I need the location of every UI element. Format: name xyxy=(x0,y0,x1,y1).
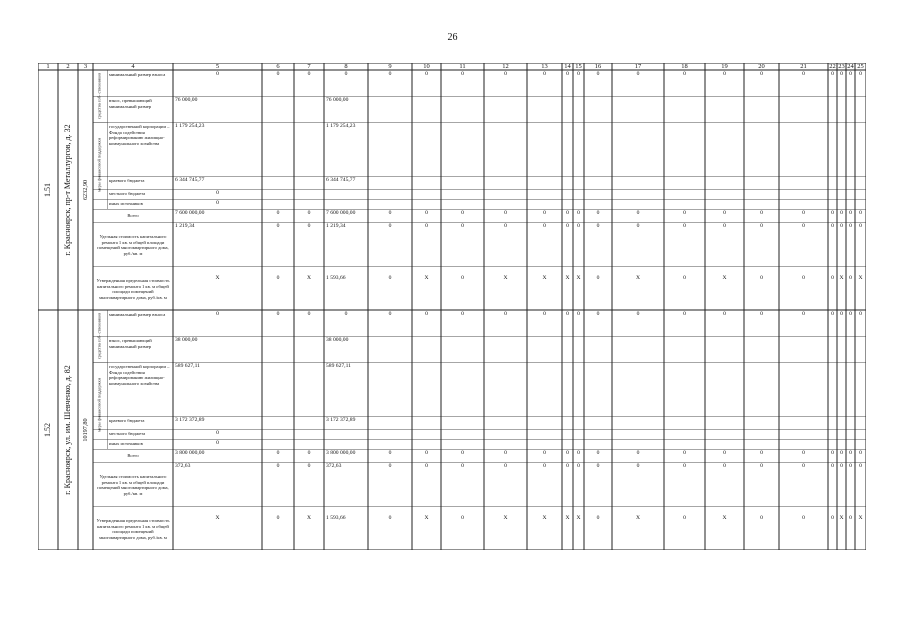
cell-value: 0 xyxy=(216,190,219,196)
cell-value: 0 xyxy=(723,450,726,456)
cell-value: 0 xyxy=(388,450,392,456)
page-number: 26 xyxy=(447,32,458,43)
cell-value: 7 600 000,00 xyxy=(326,210,356,216)
row-label-fund: государственной корпорации – Фонда содействия реформированию жилищно-коммунального хозяйства xyxy=(109,364,170,386)
row-label-local: местного бюджета xyxy=(109,191,146,196)
cell-value: 0 xyxy=(388,463,392,469)
cell-value: 0 xyxy=(504,71,507,77)
cell-value: 0 xyxy=(216,440,219,446)
cell-value: 0 xyxy=(566,210,569,216)
row-label-owners-min: минимальный размер взноса xyxy=(109,72,166,77)
support-group-label: меры финансовой поддержки xyxy=(96,137,102,193)
cell-value: 0 xyxy=(683,71,686,77)
cell-value: 0 xyxy=(636,450,640,456)
cell-value: X xyxy=(542,275,547,281)
cell-value: 0 xyxy=(461,463,464,469)
cell-value: 0 xyxy=(840,450,843,456)
cell-value: X xyxy=(424,515,429,521)
column-number: 16 xyxy=(594,62,602,70)
cell-value: 0 xyxy=(543,450,546,456)
cell-value: 0 xyxy=(802,223,805,229)
cell-value: 0 xyxy=(543,71,546,77)
cell-value: X xyxy=(576,275,581,281)
cell-value: 0 xyxy=(543,311,546,317)
cell-value: 0 xyxy=(849,210,852,216)
cell-value: 0 xyxy=(276,210,280,216)
column-number: 10 xyxy=(423,62,430,70)
cell-value: X xyxy=(306,275,312,281)
cell-value: 0 xyxy=(859,223,862,229)
cell-value: 0 xyxy=(425,311,428,317)
column-number: 19 xyxy=(721,62,728,70)
column-number: 14 xyxy=(564,62,571,70)
cell-value: 0 xyxy=(276,223,280,229)
cell-value: X xyxy=(722,275,727,281)
cell-value: 0 xyxy=(802,450,805,456)
cell-value: 0 xyxy=(425,210,428,216)
cell-value: 0 xyxy=(504,311,507,317)
row-label-other: иных источников xyxy=(109,441,143,446)
cell-value: 0 xyxy=(577,71,580,77)
support-group-label: меры финансовой поддержки xyxy=(96,377,102,433)
cell-value: 0 xyxy=(577,210,580,216)
cell-value: 0 xyxy=(636,463,640,469)
cell-value: 0 xyxy=(723,71,726,77)
column-number: 17 xyxy=(634,62,642,70)
cell-value: 0 xyxy=(276,515,280,521)
column-number: 20 xyxy=(758,62,765,70)
cell-value: 0 xyxy=(461,210,464,216)
cell-value: X xyxy=(565,515,570,521)
row-label-regional: краевого бюджета xyxy=(109,418,145,423)
cell-value: 0 xyxy=(566,311,569,317)
column-number: 11 xyxy=(459,62,466,70)
cell-value: 0 xyxy=(760,463,763,469)
cell-value: 0 xyxy=(425,463,428,469)
cell-value: 0 xyxy=(425,450,428,456)
cell-value: 0 xyxy=(276,71,280,77)
cell-value: 1 219,34 xyxy=(326,223,346,229)
cell-value: 0 xyxy=(859,210,862,216)
row-label-limit-cost: Утвержденная предельная стоимость капитального ремонта 1 кв. м общей площади помещений многоквартирного дома, руб./кв. м xyxy=(96,518,170,540)
cell-value: 0 xyxy=(859,71,862,77)
column-number: 6 xyxy=(276,62,280,70)
budget-table xyxy=(38,63,866,550)
column-number: 12 xyxy=(502,62,509,70)
cell-value: 0 xyxy=(216,71,219,77)
cell-value: 0 xyxy=(461,223,464,229)
cell-value: 0 xyxy=(636,223,640,229)
cell-value: 0 xyxy=(802,71,805,77)
cell-value: 0 xyxy=(276,450,280,456)
cell-value: 0 xyxy=(307,463,311,469)
cell-value: 0 xyxy=(276,311,280,317)
cell-value: 0 xyxy=(831,515,834,521)
cell-value: 0 xyxy=(307,71,311,77)
column-number: 18 xyxy=(681,62,688,70)
cell-value: 7 600 000,00 xyxy=(175,210,205,216)
column-number: 13 xyxy=(541,62,548,70)
cell-value: 0 xyxy=(425,223,428,229)
row-label-owners-min: минимальный размер взноса xyxy=(109,312,166,317)
cell-value: 1 179 254,23 xyxy=(175,123,205,129)
cell-value: 372,63 xyxy=(326,463,342,469)
cell-value: X xyxy=(576,515,581,521)
cell-value: 76 000,00 xyxy=(326,97,349,103)
cell-value: 0 xyxy=(596,450,600,456)
row-label-total: Всего xyxy=(127,213,139,218)
cell-value: 0 xyxy=(596,463,600,469)
cell-value: 0 xyxy=(388,311,392,317)
cell-value: 0 xyxy=(859,311,862,317)
cell-value: 0 xyxy=(596,223,600,229)
column-number: 21 xyxy=(800,62,807,70)
cell-value: 0 xyxy=(760,311,763,317)
cell-value: 0 xyxy=(566,223,569,229)
cell-value: 0 xyxy=(831,311,834,317)
cell-value: 0 xyxy=(216,430,219,436)
cell-value: 0 xyxy=(760,210,763,216)
cell-value: 0 xyxy=(577,311,580,317)
cell-value: 38 000,00 xyxy=(326,337,349,343)
cell-value: 0 xyxy=(461,311,464,317)
cell-value: 0 xyxy=(566,463,569,469)
cell-value: 0 xyxy=(849,515,852,521)
row-label-unit-cost: Удельная стоимость капитального ремонта 1 кв. м общей площади помещений многоквартирного дома, руб./кв. м xyxy=(97,234,169,256)
column-number: 23 xyxy=(838,62,845,70)
cell-value: 0 xyxy=(636,71,640,77)
cell-value: 0 xyxy=(543,463,546,469)
cell-value: 0 xyxy=(276,275,280,281)
column-number: 7 xyxy=(307,62,311,70)
cell-value: 0 xyxy=(760,71,763,77)
cell-value: 0 xyxy=(760,450,763,456)
cell-value: 372,63 xyxy=(175,463,191,469)
cell-value: 0 xyxy=(344,311,348,317)
row-label-local: местного бюджета xyxy=(109,431,146,436)
cell-value: 6 344 745,77 xyxy=(326,177,356,183)
cell-value: 0 xyxy=(504,450,507,456)
cell-value: 0 xyxy=(577,223,580,229)
cell-value: X xyxy=(503,275,508,281)
cell-value: 0 xyxy=(802,210,805,216)
cell-value: 0 xyxy=(760,223,763,229)
cell-value: 1 593,66 xyxy=(326,515,346,521)
cell-value: 0 xyxy=(683,223,686,229)
cell-value: 0 xyxy=(504,210,507,216)
column-number: 22 xyxy=(829,62,836,70)
cell-value: 0 xyxy=(461,515,464,521)
cell-value: 3 172 372,89 xyxy=(326,417,356,423)
cell-value: 0 xyxy=(307,223,311,229)
section-area: 6232,90 xyxy=(81,179,89,201)
column-number: 4 xyxy=(131,62,135,70)
cell-value: X xyxy=(839,275,844,281)
cell-value: 589 627,11 xyxy=(175,363,200,369)
cell-value: 0 xyxy=(388,223,392,229)
cell-value: 0 xyxy=(723,311,726,317)
row-label-owners-extra: взнос, превышающий минимальный размер xyxy=(109,338,152,349)
cell-value: 0 xyxy=(723,210,726,216)
column-number: 3 xyxy=(83,62,88,70)
cell-value: 0 xyxy=(849,450,852,456)
cell-value: 0 xyxy=(831,210,834,216)
cell-value: 0 xyxy=(461,71,464,77)
cell-value: 0 xyxy=(859,450,862,456)
cell-value: 0 xyxy=(683,463,686,469)
row-label-owners-extra: взнос, превышающий минимальный размер xyxy=(109,98,152,109)
cell-value: 38 000,00 xyxy=(175,337,198,343)
cell-value: 0 xyxy=(461,275,464,281)
cell-value: 1 179 254,23 xyxy=(326,123,356,129)
cell-value: 0 xyxy=(840,210,843,216)
cell-value: 0 xyxy=(723,223,726,229)
cell-value: 0 xyxy=(425,71,428,77)
cell-value: 0 xyxy=(849,463,852,469)
cell-value: 0 xyxy=(859,463,862,469)
section-address: г. Красноярск, ул. им. Шевченко, д. 82 xyxy=(63,365,72,495)
section-address: г. Красноярск, пр-т Металлургов, д. 32 xyxy=(63,124,72,256)
cell-value: 6 344 745,77 xyxy=(175,177,205,183)
cell-value: 0 xyxy=(596,515,600,521)
cell-value: 0 xyxy=(596,210,600,216)
column-number: 15 xyxy=(575,62,582,70)
row-label-limit-cost: Утвержденная предельная стоимость капитального ремонта 1 кв. м общей площади помещений многоквартирного дома, руб./кв. м xyxy=(96,278,170,300)
cell-value: 0 xyxy=(461,450,464,456)
cell-value: X xyxy=(635,515,641,521)
cell-value: 0 xyxy=(596,311,600,317)
cell-value: X xyxy=(424,275,429,281)
column-number: 9 xyxy=(388,62,392,70)
column-number: 1 xyxy=(46,62,50,70)
cell-value: 3 800 000,00 xyxy=(175,450,205,456)
column-number: 5 xyxy=(215,62,220,70)
cell-value: X xyxy=(215,515,220,521)
cell-value: 0 xyxy=(760,515,763,521)
cell-value: X xyxy=(858,275,863,281)
cell-value: 0 xyxy=(683,311,686,317)
cell-value: 0 xyxy=(723,463,726,469)
cell-value: 0 xyxy=(849,71,852,77)
cell-value: 0 xyxy=(566,71,569,77)
cell-value: 0 xyxy=(802,515,805,521)
cell-value: X xyxy=(722,515,727,521)
cell-value: 0 xyxy=(577,463,580,469)
cell-value: 0 xyxy=(307,450,311,456)
cell-value: 0 xyxy=(802,275,805,281)
cell-value: 0 xyxy=(504,223,507,229)
column-number: 24 xyxy=(847,62,854,70)
cell-value: 0 xyxy=(802,463,805,469)
row-label-regional: краевого бюджета xyxy=(109,178,145,183)
cell-value: 0 xyxy=(566,450,569,456)
cell-value: 0 xyxy=(831,275,834,281)
cell-value: 589 627,11 xyxy=(326,363,351,369)
cell-value: 0 xyxy=(831,223,834,229)
cell-value: 0 xyxy=(388,71,392,77)
row-label-total: Всего xyxy=(127,453,139,458)
cell-value: 0 xyxy=(802,311,805,317)
cell-value: 1 593,66 xyxy=(326,275,346,281)
cell-value: X xyxy=(858,515,863,521)
cell-value: 0 xyxy=(831,71,834,77)
cell-value: 0 xyxy=(596,275,600,281)
cell-value: X xyxy=(215,275,220,281)
cell-value: 0 xyxy=(683,450,686,456)
cell-value: 0 xyxy=(216,311,219,317)
column-number: 25 xyxy=(857,62,864,70)
cell-value: 3 800 000,00 xyxy=(326,450,356,456)
cell-value: 0 xyxy=(504,463,507,469)
cell-value: 0 xyxy=(577,450,580,456)
cell-value: 0 xyxy=(388,515,392,521)
cell-value: X xyxy=(503,515,508,521)
cell-value: 0 xyxy=(596,71,600,77)
cell-value: 76 000,00 xyxy=(175,97,198,103)
owners-group-label: средства соб- ственников xyxy=(96,312,102,360)
cell-value: 0 xyxy=(307,311,311,317)
cell-value: 0 xyxy=(840,463,843,469)
cell-value: 0 xyxy=(831,450,834,456)
cell-value: 0 xyxy=(344,71,348,77)
cell-value: 3 172 372,89 xyxy=(175,417,205,423)
cell-value: 0 xyxy=(683,275,686,281)
cell-value: X xyxy=(565,275,570,281)
column-number: 8 xyxy=(344,62,348,70)
cell-value: 0 xyxy=(276,463,280,469)
cell-value: 0 xyxy=(849,311,852,317)
cell-value: 0 xyxy=(543,210,546,216)
cell-value: 0 xyxy=(683,210,686,216)
cell-value: 0 xyxy=(760,275,763,281)
section-area: 10197,80 xyxy=(81,418,89,442)
column-number: 2 xyxy=(66,62,70,70)
cell-value: 0 xyxy=(636,210,640,216)
cell-value: 1 219,34 xyxy=(175,223,195,229)
cell-value: X xyxy=(839,515,844,521)
row-label-other: иных источников xyxy=(109,201,143,206)
cell-value: 0 xyxy=(840,71,843,77)
cell-value: 0 xyxy=(636,311,640,317)
cell-value: 0 xyxy=(216,200,219,206)
cell-value: 0 xyxy=(388,275,392,281)
row-label-fund: государственной корпорации – Фонда содействия реформированию жилищно-коммунального хозяйства xyxy=(109,124,170,146)
cell-value: 0 xyxy=(543,223,546,229)
cell-value: 0 xyxy=(849,223,852,229)
section-number: 1.51 xyxy=(43,183,52,197)
cell-value: 0 xyxy=(307,210,311,216)
cell-value: 0 xyxy=(840,223,843,229)
cell-value: 0 xyxy=(683,515,686,521)
cell-value: 0 xyxy=(388,210,392,216)
cell-value: X xyxy=(635,275,641,281)
cell-value: 0 xyxy=(849,275,852,281)
cell-value: 0 xyxy=(840,311,843,317)
row-label-unit-cost: Удельная стоимость капитального ремонта 1 кв. м общей площади помещений многоквартирного дома, руб./кв. м xyxy=(97,474,169,496)
cell-value: X xyxy=(542,515,547,521)
cell-value: 0 xyxy=(831,463,834,469)
owners-group-label: средства соб- ственников xyxy=(96,72,102,120)
cell-value: X xyxy=(306,515,312,521)
section-number: 1.52 xyxy=(43,423,52,437)
